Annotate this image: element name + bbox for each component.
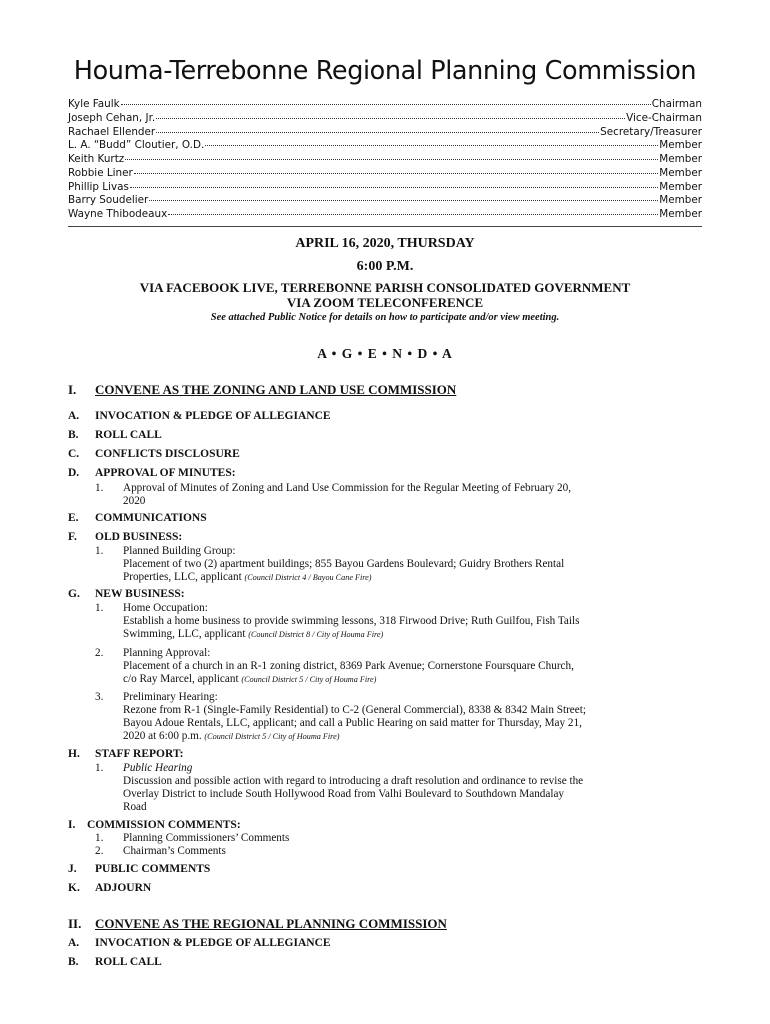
section-number: I. xyxy=(68,382,77,397)
sub-item-body xyxy=(123,482,702,508)
leader-dots xyxy=(156,132,599,133)
meeting-location-line2: VIA ZOOM TELECONFERENCE xyxy=(286,295,484,310)
member-role: Member xyxy=(659,153,702,165)
member-role: Secretary/Treasurer xyxy=(600,125,702,138)
item-letter: B. xyxy=(68,956,79,968)
member-name: Phillip Livas xyxy=(68,180,129,193)
sub-item-number: 2. xyxy=(95,845,104,857)
leader-dots xyxy=(125,159,658,160)
sub-item-text: Properties, LLC, applicant xyxy=(123,571,242,583)
meeting-time: 6:00 P.M. xyxy=(356,259,414,274)
agenda-item xyxy=(68,410,702,422)
sub-item-line xyxy=(123,673,702,686)
sub-item-number: 1. xyxy=(95,832,104,844)
sub-item xyxy=(95,602,702,641)
agenda-item xyxy=(68,429,702,441)
sub-item-line: Bayou Adoue Rentals, LLC, applicant; and call a Public Hearing on said matter for Thursday, May 21, xyxy=(123,717,582,729)
sub-item xyxy=(95,832,702,845)
roster-row xyxy=(68,98,702,112)
item-label: CONFLICTS DISCLOSURE xyxy=(95,448,240,460)
meeting-date: APRIL 16, 2020, THURSDAY xyxy=(295,236,475,251)
sub-item xyxy=(95,845,702,858)
item-letter: C. xyxy=(68,448,80,460)
member-name: L. A. “Budd” Cloutier, O.D. xyxy=(68,139,205,152)
roster-row xyxy=(68,153,702,167)
sub-item-line: Overlay District to include South Hollywood Road from Valhi Boulevard to Southdown Mandalay xyxy=(123,788,565,800)
item-label: INVOCATION & PLEDGE OF ALLEGIANCE xyxy=(95,410,331,422)
sub-item xyxy=(95,691,702,743)
leader-dots xyxy=(149,200,658,201)
sub-item-line: Public Hearing xyxy=(123,762,193,774)
member-name: Wayne Thibodeaux xyxy=(68,208,168,220)
sub-item-text: c/o Ray Marcel, applicant xyxy=(123,673,239,685)
sub-item-number: 1. xyxy=(95,602,104,614)
agenda-item xyxy=(68,588,702,600)
agenda-heading: A • G • E • N • D • A xyxy=(317,346,453,361)
section-title: CONVENE AS THE REGIONAL PLANNING COMMISSION xyxy=(95,916,447,931)
sub-item-number: 1. xyxy=(95,482,104,494)
item-letter: A. xyxy=(68,410,80,422)
item-letter: F. xyxy=(68,531,77,543)
member-name: Barry Soudelier xyxy=(68,194,149,207)
section-number: II. xyxy=(68,916,82,931)
sub-item-text: Swimming, LLC, applicant xyxy=(123,628,246,640)
item-letter: H. xyxy=(68,748,80,760)
item-letter: J. xyxy=(68,863,77,875)
sub-item-line: Planning Approval: xyxy=(123,647,211,659)
sub-item-body xyxy=(123,545,702,584)
item-label: COMMUNICATIONS xyxy=(95,512,207,524)
sub-item-line: Chairman’s Comments xyxy=(123,845,226,857)
sub-item-line: Road xyxy=(123,801,147,813)
item-letter: A. xyxy=(68,937,80,949)
item-letter: D. xyxy=(68,467,80,479)
item-letter: K. xyxy=(68,882,80,894)
agenda-item xyxy=(68,863,702,875)
sub-item-number: 1. xyxy=(95,762,104,774)
leader-dots xyxy=(130,187,658,188)
sub-item-body xyxy=(123,832,702,845)
section-title: CONVENE AS THE ZONING AND LAND USE COMMISSION xyxy=(95,382,457,397)
roster-row xyxy=(68,181,702,195)
roster-row xyxy=(68,208,702,222)
sub-item-text: 2020 at 6:00 p.m. xyxy=(123,730,202,742)
council-district-note: (Council District 4 / Bayou Cane Fire) xyxy=(244,573,372,582)
agenda-item xyxy=(68,937,702,949)
agenda-item xyxy=(68,467,702,479)
member-role: Chairman xyxy=(651,98,702,110)
section-heading xyxy=(68,916,702,932)
leader-dots xyxy=(205,145,658,146)
commission-roster xyxy=(68,98,702,222)
leader-dots xyxy=(156,118,625,119)
item-label: ROLL CALL xyxy=(95,956,162,968)
sub-item-line: Placement of a church in an R-1 zoning district, 8369 Park Avenue; Cornerstone Foursquare Church, xyxy=(123,660,574,672)
member-role: Member xyxy=(659,208,702,220)
sub-item-line: Planned Building Group: xyxy=(123,545,236,557)
roster-row xyxy=(68,139,702,153)
agenda-item xyxy=(68,882,702,894)
sub-item-line: Preliminary Hearing: xyxy=(123,691,218,703)
item-label: INVOCATION & PLEDGE OF ALLEGIANCE xyxy=(95,937,331,949)
member-name: Rachael Ellender xyxy=(68,125,156,138)
leader-dots xyxy=(168,214,658,215)
council-district-note: (Council District 8 / City of Houma Fire) xyxy=(248,630,384,639)
sub-item-line: Approval of Minutes of Zoning and Land Use Commission for the Regular Meeting of February 20, xyxy=(123,482,572,494)
item-label: APPROVAL OF MINUTES: xyxy=(95,467,236,479)
item-label: NEW BUSINESS: xyxy=(95,588,185,600)
agenda-item xyxy=(68,748,702,760)
sub-item xyxy=(95,647,702,686)
sub-item-body xyxy=(123,602,702,641)
item-letter: G. xyxy=(68,588,80,600)
horizontal-divider xyxy=(68,226,702,227)
member-name: Kyle Faulk xyxy=(68,98,120,110)
meeting-location-line1: VIA FACEBOOK LIVE, TERREBONNE PARISH CONSOLIDATED GOVERNMENT xyxy=(139,280,631,295)
item-label: STAFF REPORT: xyxy=(95,748,184,760)
leader-dots xyxy=(134,173,658,174)
item-label: ROLL CALL xyxy=(95,429,162,441)
sub-item-line: Discussion and possible action with regard to introducing a draft resolution and ordinance to revise the xyxy=(123,775,584,787)
sub-item xyxy=(95,482,702,508)
sub-item-number: 2. xyxy=(95,647,104,659)
roster-row xyxy=(68,167,702,181)
sub-item-line: Planning Commissioners’ Comments xyxy=(123,832,290,844)
item-letter: B. xyxy=(68,429,79,441)
member-role: Member xyxy=(659,166,702,179)
roster-row xyxy=(68,112,702,126)
sub-item-body xyxy=(123,691,702,743)
agenda-item xyxy=(68,512,702,524)
item-label: OLD BUSINESS: xyxy=(95,531,183,543)
item-label: PUBLIC COMMENTS xyxy=(95,863,211,875)
sub-item-number: 3. xyxy=(95,691,104,703)
sub-item-line: Home Occupation: xyxy=(123,602,208,614)
member-role: Member xyxy=(659,180,702,193)
member-name: Robbie Liner xyxy=(68,166,133,179)
item-letter: E. xyxy=(68,512,79,524)
member-name: Keith Kurtz xyxy=(68,153,125,165)
section-heading xyxy=(68,382,702,398)
item-letter: I. xyxy=(68,819,76,831)
item-label: ADJOURN xyxy=(95,882,152,894)
sub-item-line: Establish a home business to provide swimming lessons, 318 Firwood Drive; Ruth Guilfou, Fish Tails xyxy=(123,615,580,627)
sub-item xyxy=(95,545,702,584)
page-title: Houma-Terrebonne Regional Planning Commission xyxy=(73,56,697,86)
sub-item-body xyxy=(123,845,702,858)
council-district-note: (Council District 5 / City of Houma Fire) xyxy=(204,732,340,741)
agenda-item xyxy=(68,956,702,968)
sub-item-body xyxy=(123,647,702,686)
roster-row xyxy=(68,194,702,208)
sub-item-line xyxy=(123,628,702,641)
sub-item-line xyxy=(123,730,702,743)
member-role: Member xyxy=(659,194,702,207)
sub-item-number: 1. xyxy=(95,545,104,557)
agenda-item xyxy=(68,531,702,543)
sub-item-body xyxy=(123,762,702,814)
agenda-item xyxy=(68,819,702,831)
sub-item-line xyxy=(123,571,702,584)
sub-item-line: 2020 xyxy=(123,495,146,507)
sub-item-line: Placement of two (2) apartment buildings; 855 Bayou Gardens Boulevard; Guidry Brothers Rental xyxy=(123,558,565,570)
council-district-note: (Council District 5 / City of Houma Fire) xyxy=(241,675,377,684)
roster-row xyxy=(68,126,702,140)
agenda-item xyxy=(68,448,702,460)
sub-item-line: Rezone from R-1 (Single-Family Residential) to C-2 (General Commercial), 8338 & 8342 Main Street; xyxy=(123,704,586,716)
member-name: Joseph Cehan, Jr. xyxy=(68,111,156,124)
member-role: Member xyxy=(659,139,702,152)
leader-dots xyxy=(121,104,651,105)
item-label: COMMISSION COMMENTS: xyxy=(87,819,241,831)
member-role: Vice-Chairman xyxy=(626,111,702,124)
sub-item xyxy=(95,762,702,814)
public-notice: See attached Public Notice for details on how to participate and/or view meeting. xyxy=(210,312,560,323)
